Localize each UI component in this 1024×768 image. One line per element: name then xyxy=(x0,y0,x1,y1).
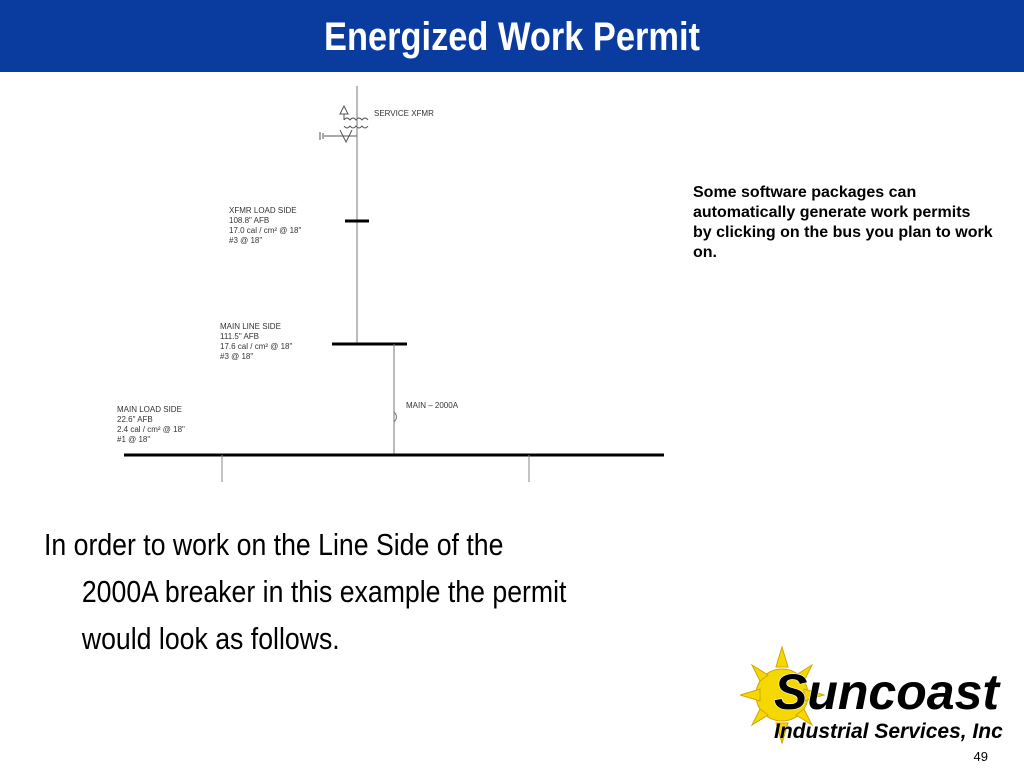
main-load-side-energy: 2.4 cal / cm² @ 18" xyxy=(117,425,185,434)
main-load-side-afb: 22.6" AFB xyxy=(117,415,153,424)
xfmr-load-side-energy: 17.0 cal / cm² @ 18" xyxy=(229,226,302,235)
xfmr-load-side-ppe: #3 @ 18" xyxy=(229,236,263,245)
title-bar xyxy=(0,0,1024,72)
body-line-3: would look as follows. xyxy=(81,621,340,656)
xfmr-load-side-label xyxy=(229,206,301,245)
slide-title: Energized Work Permit xyxy=(324,15,700,59)
main-load-side-title: MAIN LOAD SIDE xyxy=(117,405,182,414)
main-load-side-ppe: #1 @ 18" xyxy=(117,435,151,444)
main-line-side-afb: 111.5" AFB xyxy=(220,332,260,341)
logo-tagline: Industrial Services, Inc xyxy=(774,720,1003,743)
xfmr-load-side-afb: 108.8" AFB xyxy=(229,216,270,225)
main-line-side-energy: 17.6 cal / cm² @ 18" xyxy=(220,342,293,351)
page-number: 49 xyxy=(973,749,988,764)
service-xfmr-label: SERVICE XFMR xyxy=(374,109,434,118)
body-paragraph xyxy=(44,521,612,662)
one-line-diagram xyxy=(0,72,1024,532)
xfmr-load-side-title: XFMR LOAD SIDE xyxy=(229,206,297,215)
suncoast-logo xyxy=(740,645,1012,747)
main-line-side-label xyxy=(220,322,292,361)
callout-text: Some software packages can automatically generate work permits by clicking on the bus you plan to work on. xyxy=(693,184,993,261)
transformer-symbol xyxy=(320,106,368,142)
logo-name: Suncoast xyxy=(774,664,1000,720)
body-line-1: In order to work on the Line Side of the xyxy=(44,527,504,562)
main-line-side-title: MAIN LINE SIDE xyxy=(220,322,281,331)
main-load-side-label xyxy=(117,405,185,444)
body-line-2: 2000A breaker in this example the permit xyxy=(81,574,567,609)
main-line-side-ppe: #3 @ 18" xyxy=(220,352,254,361)
main-breaker-label: MAIN – 2000A xyxy=(406,401,459,410)
